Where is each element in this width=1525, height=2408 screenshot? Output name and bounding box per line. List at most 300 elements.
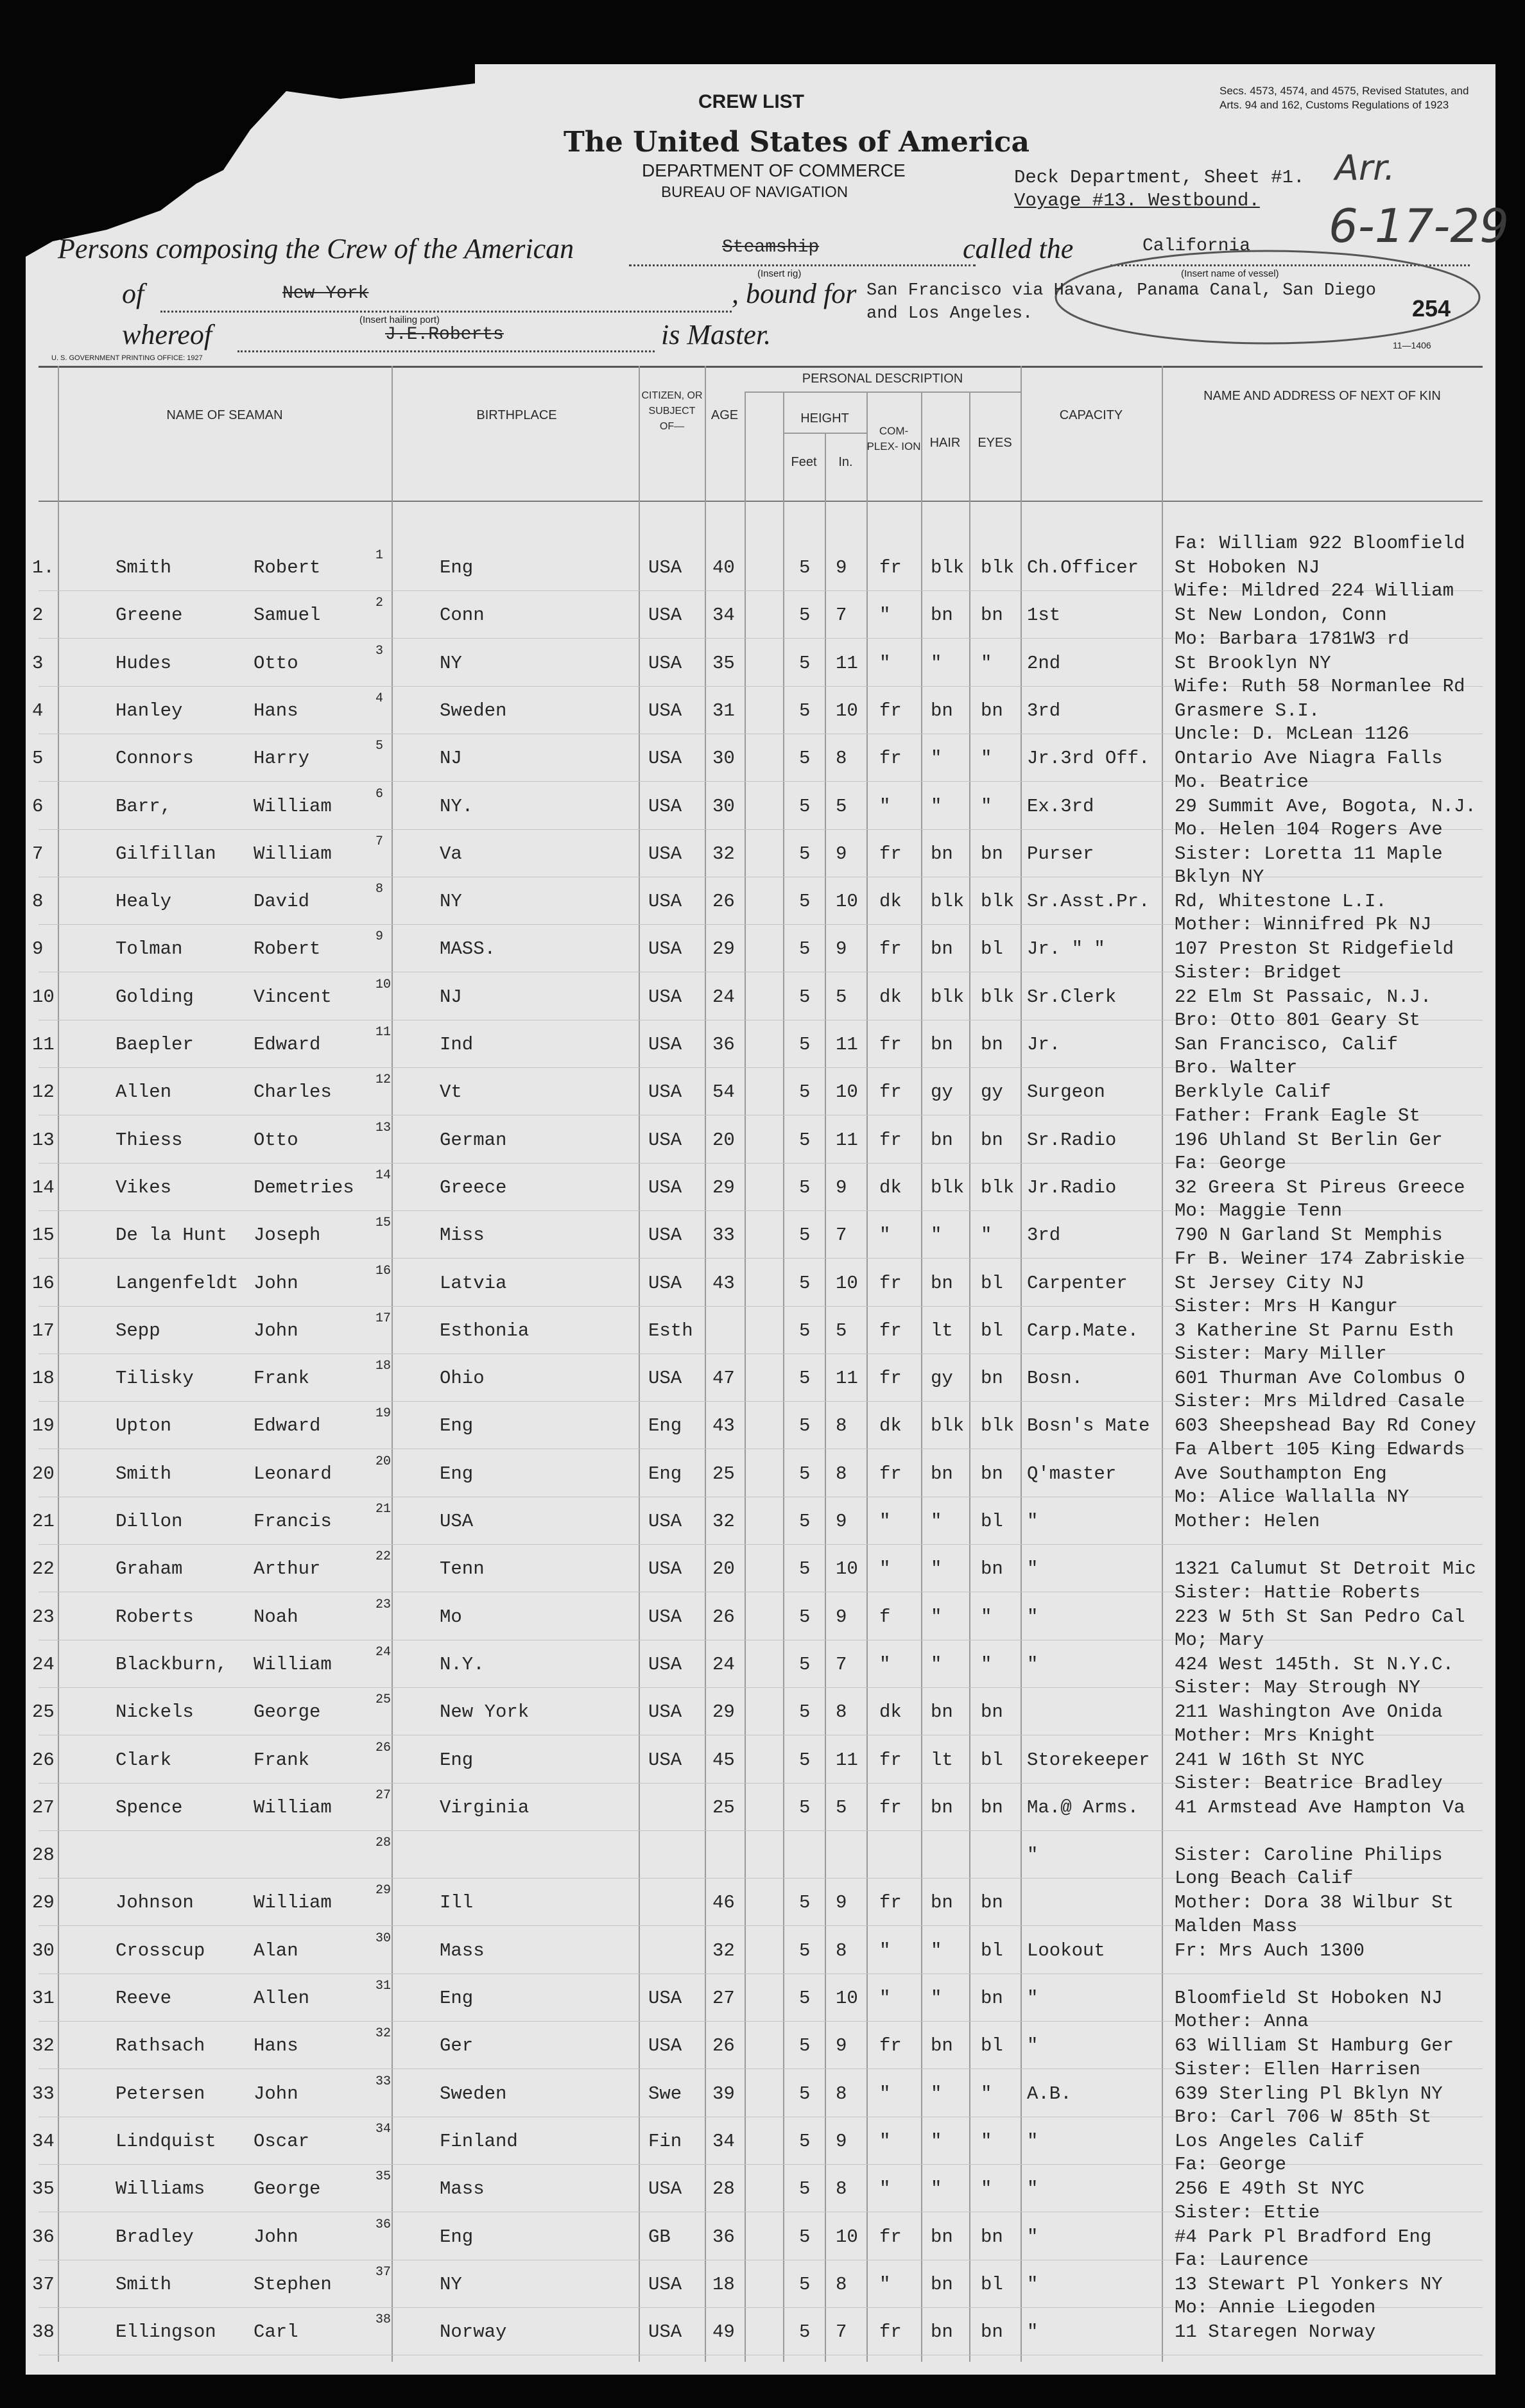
capacity: Purser (1027, 843, 1094, 864)
next-of-kin-line2: Mother: Helen (1175, 1511, 1320, 1532)
next-of-kin-line2: 211 Washington Ave Onida (1175, 1701, 1443, 1723)
height-feet: 5 (799, 2178, 811, 2200)
birthplace: Eng (440, 1463, 474, 1484)
sheet-info: Deck Department, Sheet #1. (1014, 167, 1305, 188)
height-feet: 5 (799, 2035, 811, 2057)
hair-color: bn (931, 1272, 953, 1294)
birthplace-line-number: 29 (375, 1883, 392, 1898)
citizenship: USA (648, 1272, 682, 1294)
birthplace-line-number: 11 (375, 1025, 392, 1040)
col-header-height: HEIGHT (800, 411, 849, 426)
capacity: Jr. (1027, 1034, 1061, 1055)
age: 45 (712, 1749, 735, 1771)
seaman-last-name: Langenfeldt (116, 1272, 239, 1294)
height-inches: 8 (836, 748, 847, 770)
seaman-last-name: De la Hunt (116, 1225, 228, 1246)
height-inches: 10 (836, 1988, 858, 2009)
eye-color: " (981, 2178, 992, 2200)
hair-color: blk (931, 1415, 965, 1437)
capacity: " (1027, 1606, 1038, 1628)
height-feet: 5 (799, 1749, 811, 1771)
seaman-last-name: Thiess (116, 1129, 183, 1151)
seaman-first-name: Joseph (254, 1225, 321, 1246)
hair-color: " (931, 2178, 942, 2200)
eye-color: bn (981, 1892, 1003, 1914)
next-of-kin-line2: 601 Thurman Ave Colombus O (1175, 1368, 1465, 1389)
seaman-first-name: Robert (254, 557, 321, 578)
capacity: Q'master (1027, 1463, 1117, 1484)
citizenship: USA (648, 891, 682, 913)
age: 34 (712, 605, 735, 626)
hair-color: " (931, 1511, 942, 1532)
eye-color: bl (981, 1939, 1003, 1961)
birthplace: NJ (440, 986, 462, 1008)
age: 43 (712, 1415, 735, 1437)
birthplace-line-number: 1 (375, 548, 384, 563)
height-inches: 7 (836, 1225, 847, 1246)
seaman-first-name: William (254, 795, 332, 817)
birthplace-line-number: 8 (375, 882, 384, 897)
hair-color: blk (931, 891, 965, 913)
row-number: 37 (32, 2273, 55, 2295)
capacity: 1st (1027, 605, 1061, 626)
capacity: " (1027, 2178, 1038, 2200)
height-inches: 7 (836, 1653, 847, 1675)
birthplace: Ind (440, 1034, 474, 1055)
birthplace-line-number: 7 (375, 834, 384, 849)
rig-line (629, 264, 976, 266)
col-header-birthplace: BIRTHPLACE (476, 408, 557, 422)
eye-color: " (981, 795, 992, 817)
birthplace-line-number: 24 (375, 1644, 392, 1660)
age: 34 (712, 2130, 735, 2152)
seaman-last-name: Reeve (116, 1988, 172, 2009)
height-feet: 5 (799, 2083, 811, 2104)
seaman-first-name: John (254, 1320, 298, 1341)
age: 40 (712, 557, 735, 578)
complexion: fr (879, 1034, 902, 1055)
row-number: 19 (32, 1415, 55, 1437)
height-feet: 5 (799, 1606, 811, 1628)
row-number: 17 (32, 1320, 55, 1341)
birthplace-line-number: 12 (375, 1072, 392, 1088)
birthplace: Mass (440, 1939, 485, 1961)
eye-color: bn (981, 1034, 1003, 1055)
birthplace: Ger (440, 2035, 474, 2057)
seaman-first-name: Otto (254, 652, 298, 674)
next-of-kin-line1: Mo; Mary (1175, 1629, 1264, 1651)
height-feet: 5 (799, 2226, 811, 2248)
birthplace: Conn (440, 605, 485, 626)
eye-color: bl (981, 1272, 1003, 1294)
seaman-first-name: Leonard (254, 1463, 332, 1484)
crew-row (26, 1581, 1495, 1649)
row-number: 4 (32, 700, 44, 721)
citizenship: USA (648, 700, 682, 721)
birthplace-line-number: 17 (375, 1311, 392, 1326)
eye-color: bn (981, 2226, 1003, 2248)
hair-color: bn (931, 1129, 953, 1151)
next-of-kin-line2: 3 Katherine St Parnu Esth (1175, 1320, 1454, 1341)
hair-color: lt (931, 1749, 953, 1771)
complexion: dk (879, 1415, 902, 1437)
vessel-hint: (Insert name of vessel) (1181, 268, 1279, 279)
next-of-kin-line1: Fa: George (1175, 1152, 1287, 1174)
age: 26 (712, 1606, 735, 1628)
height-inches: 10 (836, 1558, 858, 1580)
next-of-kin-line2: 11 Staregen Norway (1175, 2321, 1376, 2343)
hair-color: gy (931, 1081, 953, 1103)
citizenship: USA (648, 986, 682, 1008)
citizenship: Eng (648, 1463, 682, 1484)
row-number: 36 (32, 2226, 55, 2248)
height-inches: 9 (836, 2035, 847, 2057)
hair-color: bn (931, 1701, 953, 1723)
birthplace-line-number: 33 (375, 2074, 392, 2089)
citizenship: USA (648, 2273, 682, 2295)
capacity: " (1027, 2226, 1038, 2248)
port-value: New York (282, 284, 369, 304)
hair-color: lt (931, 1320, 953, 1341)
rig-value: Steamship (722, 237, 820, 257)
height-inches: 9 (836, 1606, 847, 1628)
capacity: " (1027, 1558, 1038, 1580)
citizenship: Eng (648, 1415, 682, 1437)
complexion: " (879, 2273, 891, 2295)
next-of-kin-line1: Bro. Walter (1175, 1057, 1298, 1079)
next-of-kin-line2: 1321 Calumut St Detroit Mic (1175, 1558, 1476, 1580)
next-of-kin-line2: 196 Uhland St Berlin Ger (1175, 1129, 1443, 1151)
eye-color: " (981, 1606, 992, 1628)
citizenship: USA (648, 1606, 682, 1628)
next-of-kin-line2: 29 Summit Ave, Bogota, N.J. (1175, 795, 1476, 817)
next-of-kin-line1: Sister: Ellen Harrisen (1175, 2058, 1420, 2080)
seaman-last-name: Ellingson (116, 2321, 216, 2343)
row-number: 32 (32, 2035, 55, 2057)
col-header-citizen: CITIZEN, OR SUBJECT OF— (641, 390, 703, 432)
seaman-last-name: Healy (116, 891, 172, 913)
capacity: " (1027, 1845, 1038, 1866)
next-of-kin-line2: St Brooklyn NY (1175, 652, 1331, 674)
row-number: 13 (32, 1129, 55, 1151)
height-feet: 5 (799, 1511, 811, 1532)
row-number: 28 (32, 1845, 55, 1866)
citizenship: USA (648, 1034, 682, 1055)
port-line (160, 311, 732, 313)
eye-color: " (981, 1653, 992, 1675)
hair-color: bn (931, 1796, 953, 1818)
hair-color: bn (931, 1892, 953, 1914)
seaman-first-name: Noah (254, 1606, 298, 1628)
hair-color: bn (931, 2035, 953, 2057)
next-of-kin-line2: 32 Greera St Pireus Greece (1175, 1176, 1465, 1198)
age: 20 (712, 1558, 735, 1580)
seaman-first-name: Oscar (254, 2130, 310, 2152)
next-of-kin-line1: Uncle: D. McLean 1126 (1175, 723, 1409, 745)
row-number: 18 (32, 1368, 55, 1389)
birthplace: German (440, 1129, 507, 1151)
eye-color: blk (981, 557, 1015, 578)
seaman-last-name: Sepp (116, 1320, 160, 1341)
hair-color: " (931, 1558, 942, 1580)
birthplace: Latvia (440, 1272, 507, 1294)
age: 20 (712, 1129, 735, 1151)
voyage-info: Voyage #13. Westbound. (1014, 190, 1260, 211)
height-inches: 5 (836, 795, 847, 817)
table-header-border (39, 501, 1483, 502)
height-inches: 8 (836, 1701, 847, 1723)
capacity: " (1027, 2273, 1038, 2295)
next-of-kin-line2: 256 E 49th St NYC (1175, 2178, 1365, 2200)
eye-color: " (981, 748, 992, 770)
hair-color: " (931, 1606, 942, 1628)
next-of-kin-line2: #4 Park Pl Bradford Eng (1175, 2226, 1432, 2248)
height-feet: 5 (799, 1653, 811, 1675)
next-of-kin-line1: Mother: Winnifred Pk NJ (1175, 914, 1432, 936)
complexion: fr (879, 1749, 902, 1771)
height-inches: 11 (836, 1129, 858, 1151)
seaman-last-name: Vikes (116, 1176, 172, 1198)
age: 32 (712, 1939, 735, 1961)
eye-color: bl (981, 2035, 1003, 2057)
height-feet: 5 (799, 700, 811, 721)
height-feet: 5 (799, 557, 811, 578)
height-inches: 8 (836, 2178, 847, 2200)
birthplace: Norway (440, 2321, 507, 2343)
eye-color: bl (981, 938, 1003, 960)
height-feet: 5 (799, 605, 811, 626)
birthplace: NY. (440, 795, 474, 817)
age: 29 (712, 1176, 735, 1198)
eye-color: bn (981, 1988, 1003, 2009)
birthplace: New York (440, 1701, 530, 1723)
row-number: 16 (32, 1272, 55, 1294)
eye-color: bl (981, 1511, 1003, 1532)
next-of-kin-line1: Sister: Ettie (1175, 2201, 1320, 2223)
height-feet: 5 (799, 1129, 811, 1151)
capacity: " (1027, 1653, 1038, 1675)
capacity: Sr.Radio (1027, 1129, 1117, 1151)
capacity: Surgeon (1027, 1081, 1105, 1103)
birthplace: Tenn (440, 1558, 485, 1580)
next-of-kin-line2: 424 West 145th. St N.Y.C. (1175, 1653, 1454, 1675)
seaman-first-name: Harry (254, 748, 310, 770)
next-of-kin-line2: Ontario Ave Niagra Falls (1175, 748, 1443, 770)
height-feet: 5 (799, 2130, 811, 2152)
citizenship: USA (648, 1988, 682, 2009)
seaman-last-name: Hanley (116, 700, 183, 721)
seaman-last-name: Smith (116, 1463, 172, 1484)
seaman-first-name: Hans (254, 700, 298, 721)
seaman-last-name: Golding (116, 986, 194, 1008)
row-number: 34 (32, 2130, 55, 2152)
crew-row (26, 1915, 1495, 1982)
crew-list-heading: CREW LIST (698, 91, 804, 112)
row-number: 23 (32, 1606, 55, 1628)
birthplace-line-number: 3 (375, 643, 384, 658)
height-feet: 5 (799, 1939, 811, 1961)
height-feet: 5 (799, 938, 811, 960)
height-inches: 5 (836, 1320, 847, 1341)
age: 30 (712, 748, 735, 770)
seaman-last-name: Tolman (116, 938, 183, 960)
hair-color: bn (931, 843, 953, 864)
birthplace-line-number: 25 (375, 1692, 392, 1708)
seaman-last-name: Bradley (116, 2226, 194, 2248)
next-of-kin-line1: Sister: Bridget (1175, 961, 1343, 983)
next-of-kin-line2: Fr: Mrs Auch 1300 (1175, 1939, 1365, 1961)
age: 43 (712, 1272, 735, 1294)
complexion: " (879, 1939, 891, 1961)
hair-color: blk (931, 557, 965, 578)
birthplace-line-number: 18 (375, 1359, 392, 1374)
country-title: The United States of America (564, 126, 1030, 159)
next-of-kin-line1: Sister: Hattie Roberts (1175, 1581, 1420, 1603)
seaman-first-name: Vincent (254, 986, 332, 1008)
citizenship: USA (648, 2178, 682, 2200)
capacity: " (1027, 2035, 1038, 2057)
seaman-last-name: Baepler (116, 1034, 194, 1055)
seaman-last-name: Upton (116, 1415, 172, 1437)
birthplace-line-number: 35 (375, 2169, 392, 2185)
master-label: is Master. (661, 319, 771, 350)
eye-color: bl (981, 1320, 1003, 1341)
birthplace: Sweden (440, 700, 507, 721)
birthplace-line-number: 30 (375, 1931, 392, 1946)
height-inches: 10 (836, 891, 858, 913)
birthplace: Va (440, 843, 462, 864)
birthplace: Eng (440, 1749, 474, 1771)
complexion: fr (879, 1892, 902, 1914)
height-inches: 9 (836, 2130, 847, 2152)
next-of-kin-line2: Grasmere S.I. (1175, 700, 1320, 721)
next-of-kin-line1: Mo: Barbara 1781W3 rd (1175, 628, 1409, 649)
capacity: Carp.Mate. (1027, 1320, 1139, 1341)
citizenship: USA (648, 843, 682, 864)
citizenship: USA (648, 652, 682, 674)
birthplace-line-number: 22 (375, 1549, 392, 1565)
seaman-last-name: Williams (116, 2178, 205, 2200)
seaman-first-name: John (254, 2226, 298, 2248)
birthplace-line-number: 31 (375, 1979, 392, 1993)
persons-label: Persons composing the Crew of the American (58, 233, 574, 264)
height-inches: 9 (836, 1511, 847, 1532)
statute-reference-2: Arts. 94 and 162, Customs Regulations of 1923 (1219, 99, 1449, 111)
height-feet: 5 (799, 1463, 811, 1484)
capacity: " (1027, 1988, 1038, 2009)
birthplace: Eng (440, 2226, 474, 2248)
height-feet: 5 (799, 795, 811, 817)
age: 32 (712, 843, 735, 864)
next-of-kin-line1: Mo: Alice Wallalla NY (1175, 1486, 1409, 1508)
age: 18 (712, 2273, 735, 2295)
capacity: 3rd (1027, 700, 1061, 721)
age: 36 (712, 2226, 735, 2248)
hair-color: " (931, 1939, 942, 1961)
birthplace-line-number: 4 (375, 691, 384, 706)
age: 30 (712, 795, 735, 817)
height-feet: 5 (799, 1368, 811, 1389)
master-value: J.E.Roberts (385, 325, 504, 345)
birthplace: Mo (440, 1606, 462, 1628)
birthplace: N.Y. (440, 1653, 485, 1675)
eye-color: bn (981, 1701, 1003, 1723)
capacity: A.B. (1027, 2083, 1072, 2104)
height-inches: 10 (836, 1272, 858, 1294)
seaman-last-name: Tilisky (116, 1368, 194, 1389)
birthplace: Vt (440, 1081, 462, 1103)
birthplace: Mass (440, 2178, 485, 2200)
next-of-kin-line1: Sister: Mary Miller (1175, 1343, 1387, 1365)
eye-color: bn (981, 2321, 1003, 2343)
row-number: 33 (32, 2083, 55, 2104)
complexion: " (879, 1558, 891, 1580)
seaman-first-name: Hans (254, 2035, 298, 2057)
seaman-first-name: William (254, 1796, 332, 1818)
next-of-kin-line1: Malden Mass (1175, 1915, 1298, 1937)
age: 25 (712, 1796, 735, 1818)
height-feet: 5 (799, 1081, 811, 1103)
hair-color: " (931, 2130, 942, 2152)
citizenship: USA (648, 2321, 682, 2343)
eye-color: bn (981, 1368, 1003, 1389)
complexion: f (879, 1606, 891, 1628)
citizenship: USA (648, 1511, 682, 1532)
birthplace-line-number: 13 (375, 1120, 392, 1135)
citizenship: USA (648, 1368, 682, 1389)
row-number: 20 (32, 1463, 55, 1484)
eye-color: " (981, 652, 992, 674)
destination-line2: and Los Angeles. (866, 304, 1033, 323)
complexion: " (879, 1988, 891, 2009)
seaman-last-name: Barr, (116, 795, 172, 817)
citizenship: USA (648, 1225, 682, 1246)
complexion: " (879, 605, 891, 626)
height-feet: 5 (799, 1176, 811, 1198)
next-of-kin-line2: Mother: Dora 38 Wilbur St (1175, 1892, 1454, 1914)
birthplace-line-number: 19 (375, 1406, 392, 1422)
citizenship: USA (648, 1653, 682, 1675)
seaman-first-name: Samuel (254, 605, 321, 626)
complexion: fr (879, 748, 902, 770)
birthplace: Ill (440, 1892, 474, 1914)
row-number: 30 (32, 1939, 55, 1961)
citizenship: USA (648, 1749, 682, 1771)
seaman-last-name: Roberts (116, 1606, 194, 1628)
next-of-kin-line2: Ave Southampton Eng (1175, 1463, 1387, 1484)
row-number: 38 (32, 2321, 55, 2343)
seaman-first-name: William (254, 1653, 332, 1675)
destination-line1: San Francisco via Havana, Panama Canal, San Diego (866, 281, 1376, 300)
printer-imprint: U. S. GOVERNMENT PRINTING OFFICE: 1927 (51, 354, 203, 362)
hair-color: gy (931, 1368, 953, 1389)
seaman-first-name: Robert (254, 938, 321, 960)
seaman-last-name: Rathsach (116, 2035, 205, 2057)
next-of-kin-line2: St Jersey City NJ (1175, 1272, 1365, 1294)
height-feet: 5 (799, 1320, 811, 1341)
next-of-kin-line1: Bklyn NY (1175, 866, 1264, 888)
seaman-last-name: Greene (116, 605, 183, 626)
seaman-last-name: Clark (116, 1749, 172, 1771)
capacity: Bosn's Mate (1027, 1415, 1150, 1437)
complexion: fr (879, 1081, 902, 1103)
of-label: of (122, 278, 144, 309)
hair-color: blk (931, 986, 965, 1008)
next-of-kin-line1: Mo: Annie Liegoden (1175, 2297, 1376, 2319)
complexion: fr (879, 938, 902, 960)
complexion: fr (879, 1368, 902, 1389)
height-inches: 8 (836, 2083, 847, 2104)
